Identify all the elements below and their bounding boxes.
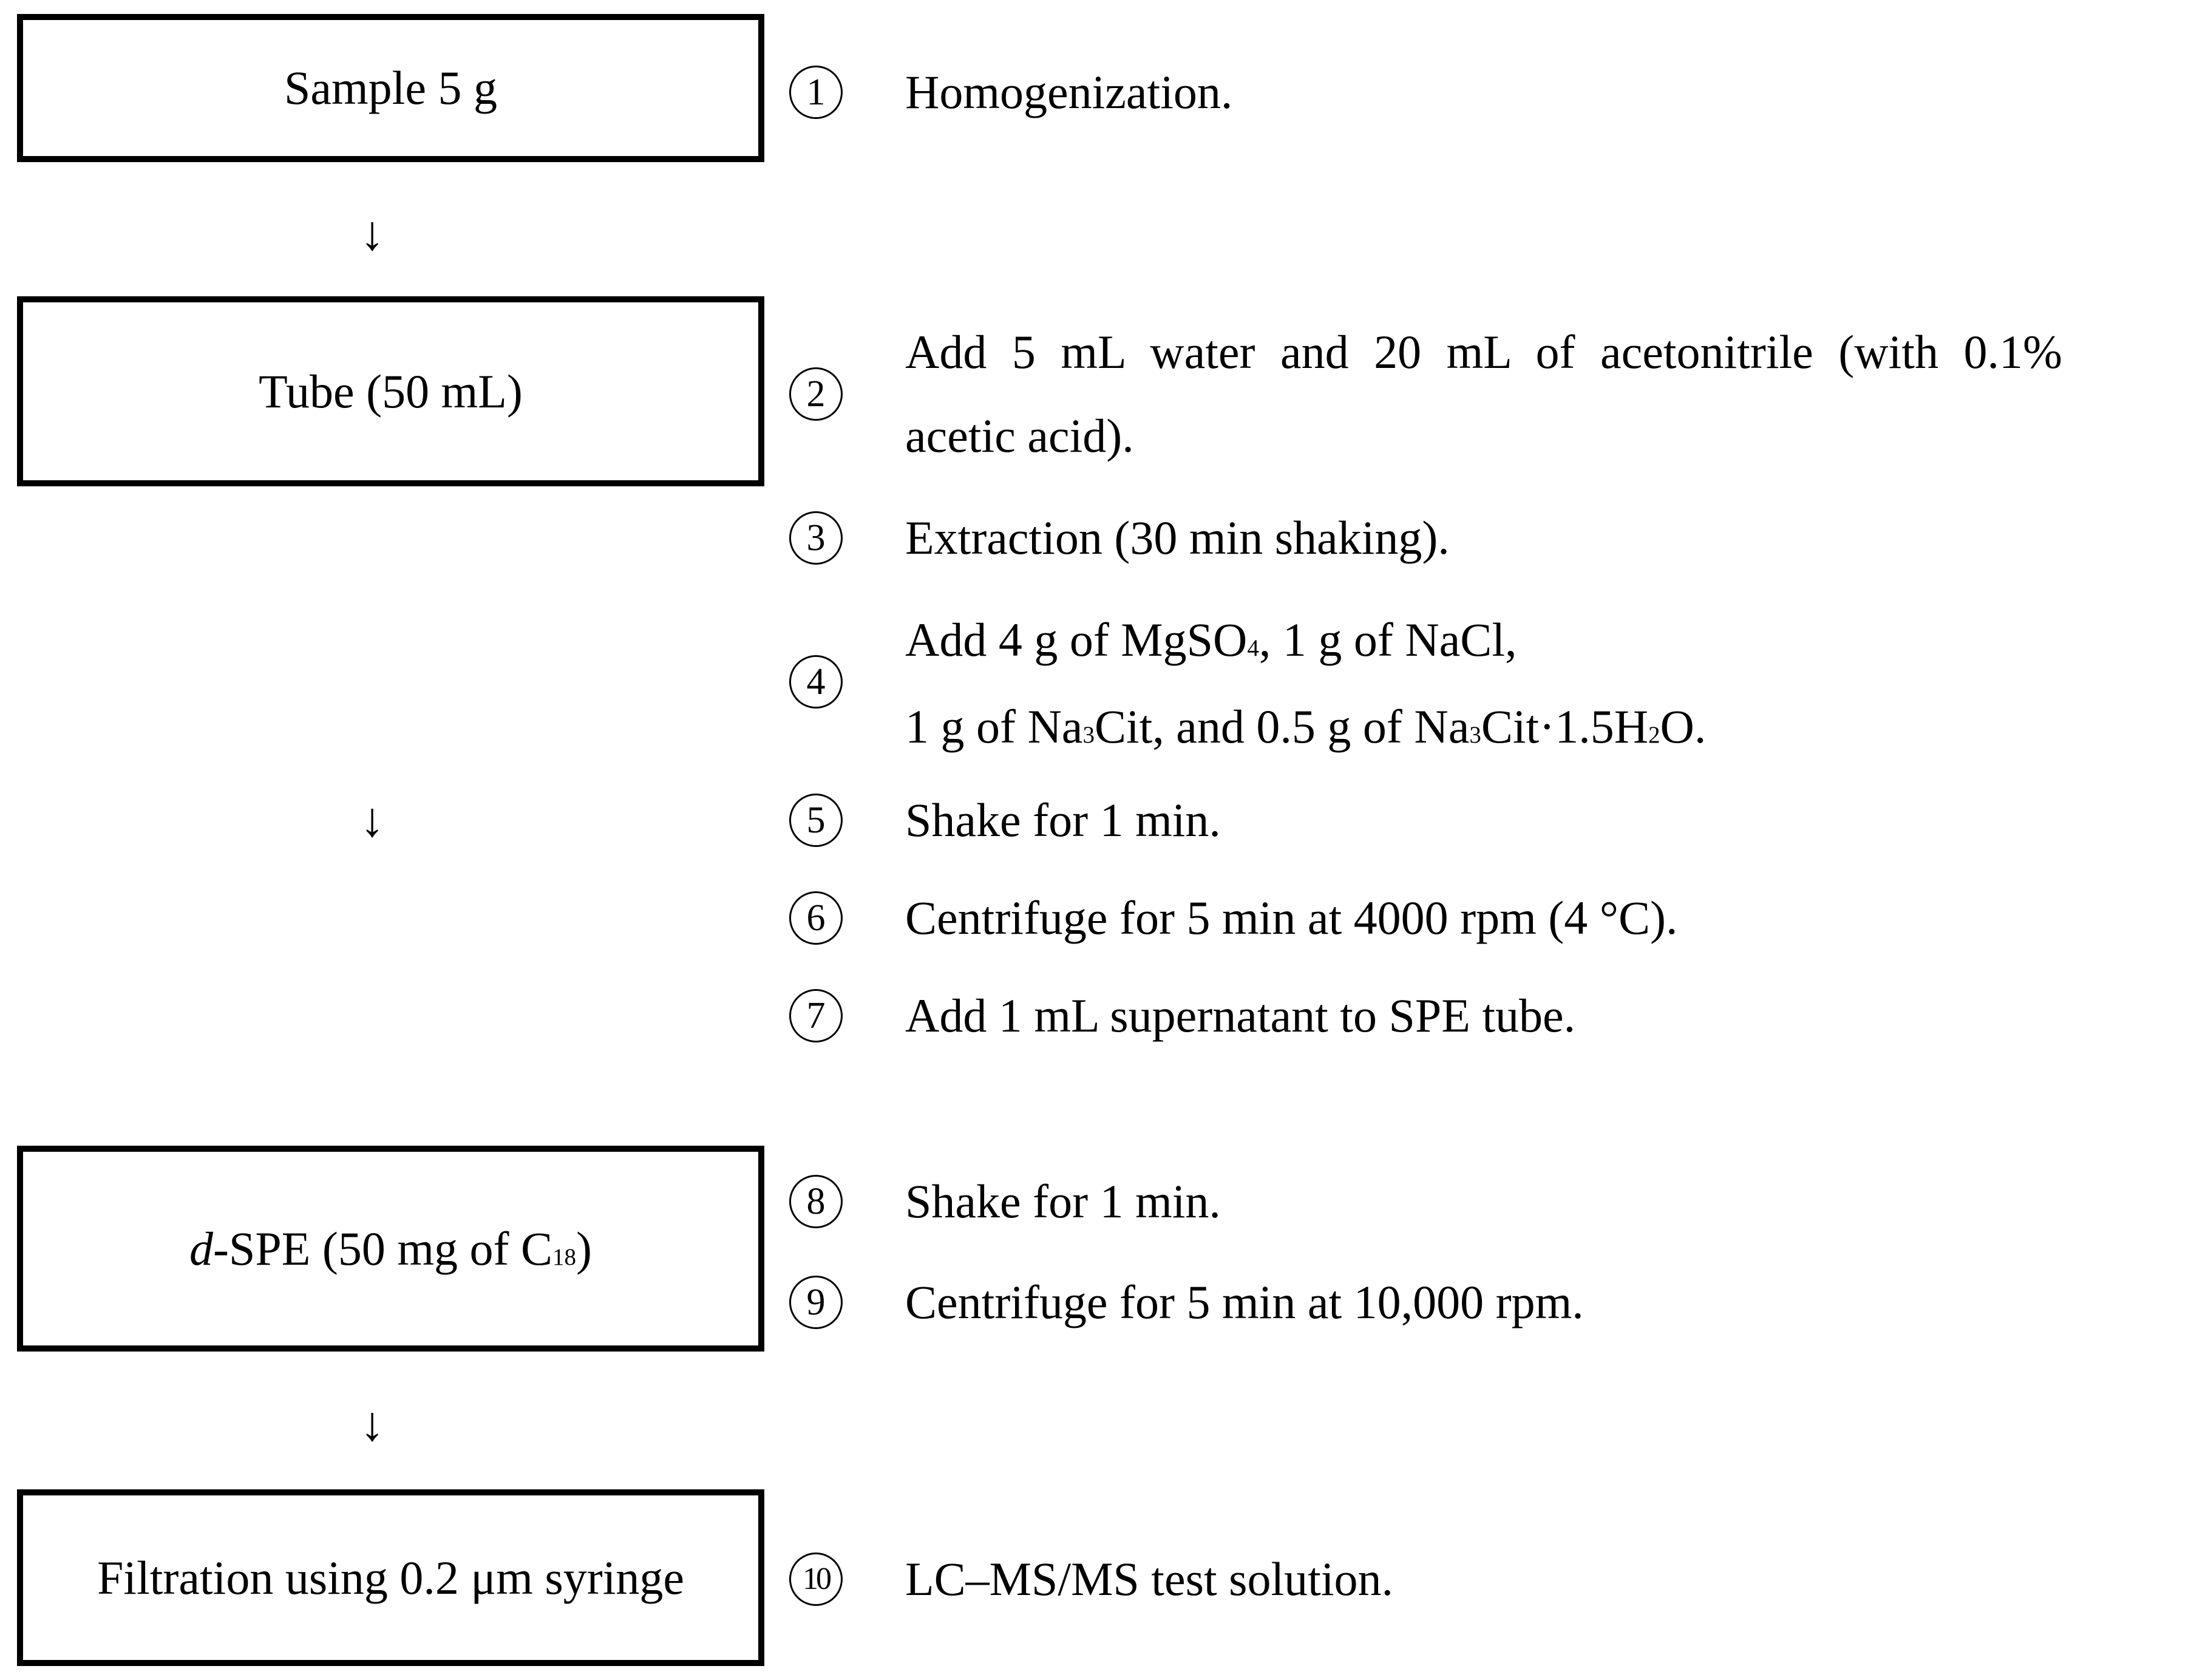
- step-2-line1: Add 5 mL water and 20 mL of acetonitrile (with 0.1%: [905, 325, 2062, 378]
- step-number-10: 10: [789, 1552, 843, 1606]
- step-text-10: LC–MS/MS test solution.: [905, 1552, 1393, 1605]
- step-text-4-line1: Add 4 g of MgSO4, 1 g of NaCl,: [905, 613, 1517, 666]
- step-text-2-line2: acetic acid).: [905, 409, 1134, 462]
- step-text-5: Shake for 1 min.: [905, 794, 1221, 846]
- step-number-2: 2: [789, 367, 843, 421]
- step-number-7: 7: [789, 989, 843, 1042]
- step-text-4-line2: 1 g of Na3Cit, and 0.5 g of Na3Cit·1.5H2O.: [905, 700, 1707, 753]
- box-sample-label: Sample 5 g: [284, 61, 497, 114]
- step-text-9: Centrifuge for 5 min at 10,000 rpm.: [905, 1276, 1584, 1328]
- step-text-8: Shake for 1 min.: [905, 1175, 1221, 1228]
- step-number-4: 4: [789, 655, 843, 709]
- step-number-9: 9: [789, 1276, 843, 1329]
- box-sample: [17, 14, 764, 162]
- step-number-6: 6: [789, 891, 843, 945]
- step-number-8: 8: [789, 1175, 843, 1228]
- box-tube-label: Tube (50 mL): [259, 364, 523, 418]
- step-text-3: Extraction (30 min shaking).: [905, 511, 1450, 564]
- box-dspe-label: d-SPE (50 mg of C18): [189, 1222, 592, 1275]
- arrow-down-icon: ↓: [360, 207, 384, 260]
- step-text-1: Homogenization.: [905, 66, 1233, 118]
- arrow-down-icon: ↓: [360, 1398, 384, 1451]
- step-text-7: Add 1 mL supernatant to SPE tube.: [905, 989, 1576, 1042]
- step-number-1: 1: [789, 66, 843, 119]
- box-tube: [17, 296, 764, 486]
- box-dspe: [17, 1146, 764, 1352]
- step-text-2-line1: [905, 325, 2184, 378]
- step-number-5: 5: [789, 794, 843, 847]
- box-filtration-label: Filtration using 0.2 μm syringe: [97, 1551, 684, 1604]
- box-filtration: [17, 1489, 764, 1666]
- arrow-down-icon: ↓: [360, 794, 384, 847]
- step-text-6: Centrifuge for 5 min at 4000 rpm (4 °C).: [905, 891, 1678, 944]
- step-number-3: 3: [789, 511, 843, 565]
